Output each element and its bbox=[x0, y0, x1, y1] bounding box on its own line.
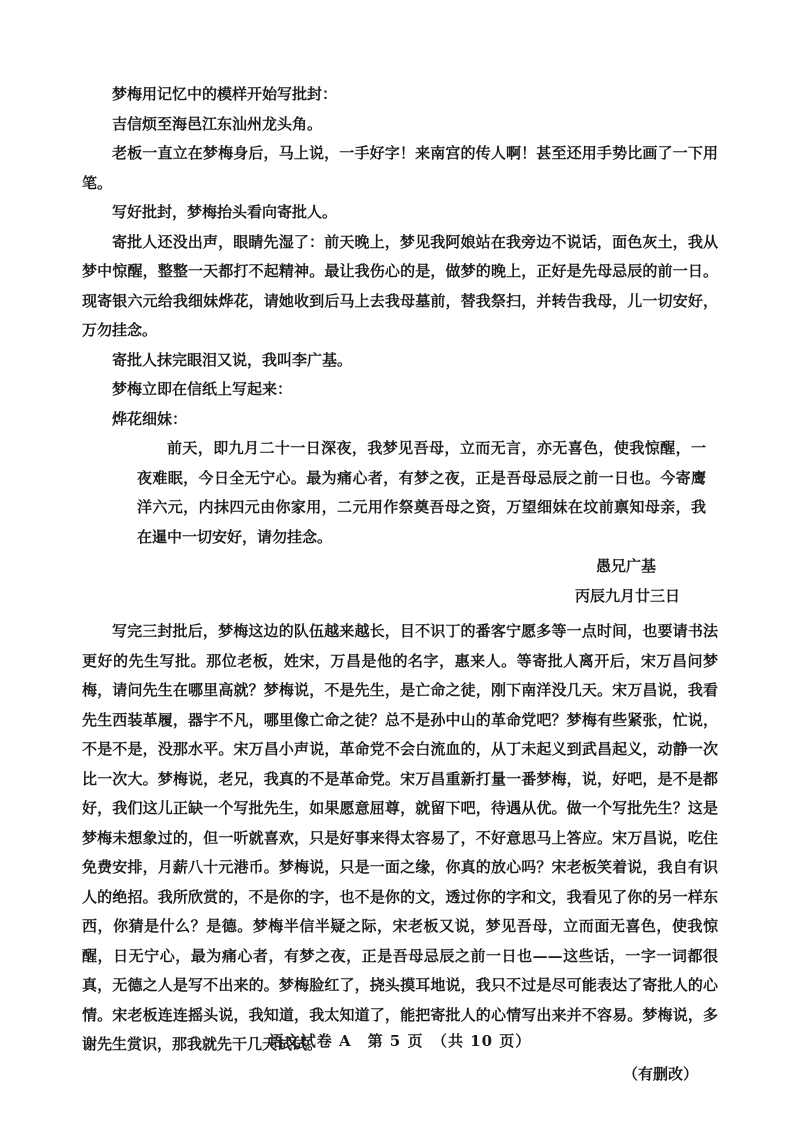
letter-body: 前天，即九月二十一日深夜，我梦见吾母，立而无言，亦无喜色，使我惊醒，一夜难眠，今日全无宁心。最为痛心者，有梦之夜，正是吾母忌辰之前一日也。今寄鹰洋六元，内抹四元由你家用，二元用作祭奠吾母之资，万望细妹在坟前禀知母亲，我在暹中一切安好，请勿挂念。 bbox=[137, 439, 706, 546]
paragraph: 寄批人还没出声，眼睛先湿了：前天晚上，梦见我阿娘站在我旁边不说话，面色灰土，我从梦中惊醒，整整一天都打不起精神。最让我伤心的是，做梦的晚上，正好是先母忌辰的前一日。现寄银六元给我细妹烨花，请她收到后马上去我母墓前，替我祭扫，并转告我母，儿一切安好，万勿挂念。 bbox=[82, 232, 718, 339]
letter-block bbox=[82, 405, 718, 612]
letter-greeting: 烨花细妹： bbox=[112, 409, 188, 428]
letter-date: 丙辰九月廿三日 bbox=[574, 586, 680, 605]
page-footer: 语文试卷 A 第 5 页 （共 10 页） bbox=[268, 1032, 532, 1050]
paragraph: 老板一直立在梦梅身后，马上说，一手好字！来南宫的传人啊！甚至还用手势比画了一下用笔。 bbox=[82, 144, 718, 192]
passage-body bbox=[82, 80, 718, 1089]
paragraph: 寄批人抹完眼泪又说，我叫李广基。 bbox=[112, 350, 353, 369]
letter-signature: 愚兄广基 bbox=[595, 557, 656, 575]
paragraph: 梦梅用记忆中的模样开始写批封： bbox=[112, 85, 338, 103]
paragraph: 写好批封，梦梅抬头看向寄批人。 bbox=[112, 203, 338, 221]
final-paragraph: 写完三封批后，梦梅这边的队伍越来越长，目不识丁的番客宁愿多等一点时间，也要请书法更好的先生写批。那位老板，姓宋，万昌是他的名字，惠来人。等寄批人离开后，宋万昌问梦梅，请问先生在哪里高就？梦梅说，不是先生，是亡命之徒，刚下南洋没几天。宋万昌说，我看先生西装革履，器宇不凡，哪里像亡命之徒？总不是孙中山的革命党吧？梦梅有些紧张，忙说，不是不是，没那水平。宋万昌小声说，革命党不会白流血的，从丁未起义到武昌起义，动静一次比一次大。梦梅说，老兄，我真的不是革命党。宋万昌重新打量一番梦梅，说，好吧，是不是都好，我们这儿正缺一个写批先生，如果愿意屈尊，就留下吧，待遇从优。做一个写批先生？这是梦梅未想象过的，但一听就喜欢，只是好事来得太容易了，不好意思马上答应。宋万昌说，吃住免费安排，月薪八十元港币。梦梅说，只是一面之缘，你真的放心吗？宋老板笑着说，我自有识人的绝招。我所欣赏的，不是你的字，也不是你的文，透过你的字和文，我看见了你的另一样东西，你猜是什么？是德。梦梅半信半疑之际，宋老板又说，梦见吾母，立而面无喜色，使我惊醒，日无宁心，最为痛心者，有梦之夜，正是吾母忌辰之前一日也——这些话，一字一词都很真，无德之人是写不出来的。梦梅脸红了，挠头摸耳地说，我只不过是尽可能表达了寄批人的心情。宋老板连连摇头说，我知道，我太知道了，能把寄批人的心情写出来并不容易。梦梅说，多谢先生赏识，那我就先干几天试试。 bbox=[82, 622, 718, 1053]
abridged-note: （有删改） bbox=[622, 1064, 698, 1083]
paragraph: 梦梅立即在信纸上写起来： bbox=[112, 380, 293, 398]
paragraph: 吉信烦至海邑江东汕州龙头角。 bbox=[112, 114, 323, 133]
